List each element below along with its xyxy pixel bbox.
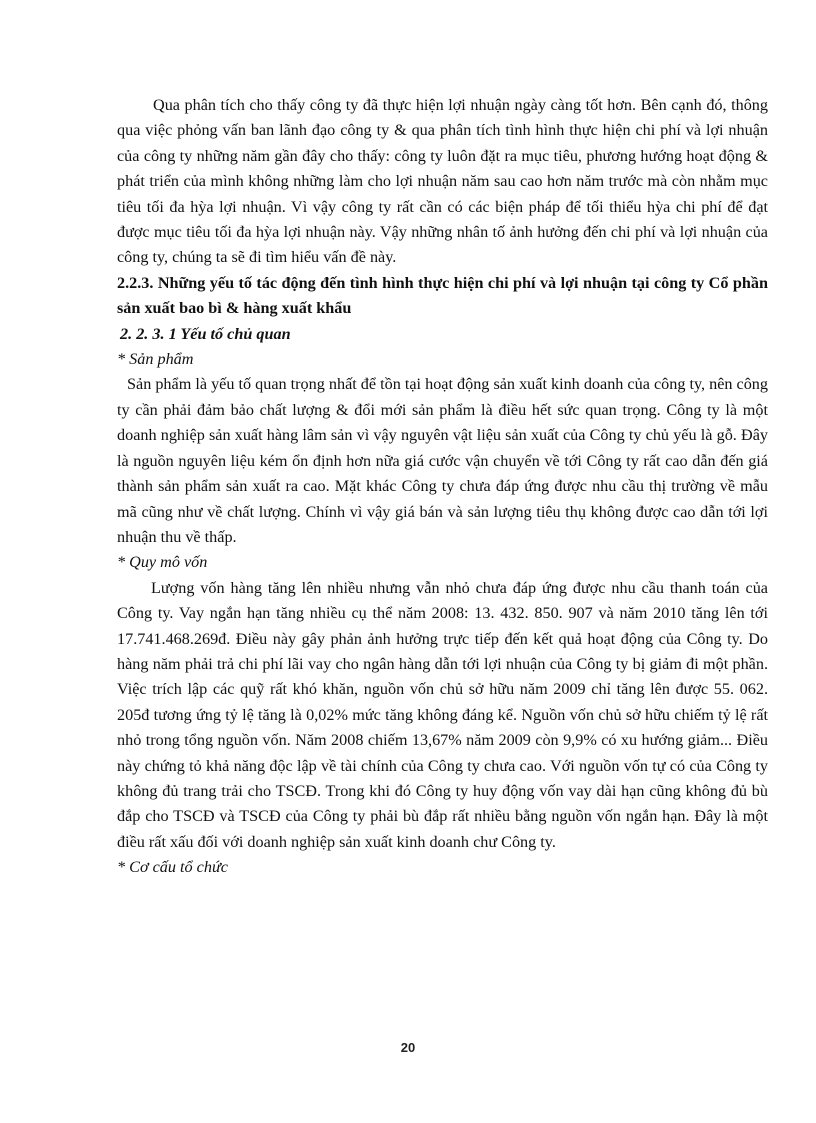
paragraph-intro: Qua phân tích cho thấy công ty đã thực hiện lợi nhuận ngày càng tốt hơn. Bên cạnh đó, thông qua việc phỏng vấn ban lãnh đạo công ty & qua phân tích tình hình thực hiện chi phí và lợi nhuận của công ty những năm gần đây cho thấy: công ty luôn đặt ra mục tiêu, phương hướng hoạt động & phát triển của mình không những làm cho lợi nhuận năm sau cao hơn năm trước mà còn nhằm mục tiêu tối đa hỳa lợi nhuận. Vì vậy công ty rất cần có các biện pháp để tối thiểu hỳa chi phí để đạt được mục tiêu tối đa hỳa lợi nhuận này. Vậy những nhân tố ảnh hưởng đến chi phí và lợi nhuận của công ty, chúng ta sẽ đi tìm hiểu vấn đề này. — [117, 96, 768, 267]
paragraph-quy-mo-von: Lượng vốn hàng tăng lên nhiều nhưng vẫn nhỏ chưa đáp ứng được nhu cầu thanh toán của Công ty. Vay ngắn hạn tăng nhiều cụ thể năm 2008: 13. 432. 850. 907 và năm 2010 tăng lên tới 17.741.468.269đ. Điều này gây phản ảnh hưởng trực tiếp đến kết quả hoạt động của Công ty. Do hàng năm phải trả chi phí lãi vay cho ngân hàng dẫn tới lợi nhuận của Công ty bị giảm đi một phần. Việc trích lập các quỹ rất khó khăn, nguồn vốn chủ sở hữu năm 2009 chỉ tăng lên được 55. 062. 205đ tương ứng tỷ lệ tăng là 0,02% mức tăng không đáng kể. Nguồn vốn chủ sở hữu chiếm tỷ lệ rất nhỏ trong tổng nguồn vốn. Năm 2008 chiếm 13,67% năm 2009 còn 9,9% có xu hướng giảm... Điều này chứng tỏ khả năng độc lập về tài chính của Công ty chưa cao. Với nguồn vốn tự có của Công ty không đủ trang trải cho TSCĐ. Trong khi đó Công ty huy động vốn vay dài hạn cũng không đủ bù đắp cho TSCĐ và TSCĐ của Công ty phải bù đắp rất nhiều bằng nguồn vốn ngắn hạn. Đây là một điều rất xấu đối với doanh nghiệp sản xuất kinh doanh chư Công ty. — [117, 578, 768, 851]
subsection-heading-2-2-3-1: 2. 2. 3. 1 Yếu tố chủ quan — [120, 324, 291, 343]
paragraph-san-pham: Sản phẩm là yếu tố quan trọng nhất để tồn tại hoạt động sản xuất kinh doanh của công ty, nên công ty cần phải đảm bảo chất lượng & đổi mới sản phẩm là điều hết sức quan trọng. Công ty là một doanh nghiệp sản xuất hàng lâm sản vì vậy nguyên vật liệu sản xuất của Công ty chủ yếu là gỗ. Đây là nguồn nguyên liệu kém ổn định hơn nữa giá cước vận chuyển về tới Công ty rất cao dẫn đến giá thành sản phẩm sản xuất ra cao. Mặt khác Công ty chưa đáp ứng được nhu cầu thị trường về mẫu mã cũng như về chất lượng. Chính vì vậy giá bán và sản lượng tiêu thụ không được cao dẫn tới lợi nhuận thu về thấp. — [117, 375, 768, 546]
label-san-pham: * Sản phẩm — [117, 350, 194, 369]
page-content — [117, 93, 768, 881]
section-heading-2-2-3: 2.2.3. Những yếu tố tác động đến tình hình thực hiện chi phí và lợi nhuận tại công ty Cổ phần sản xuất bao bì & hàng xuất khẩu — [117, 273, 768, 318]
label-quy-mo-von: * Quy mô vốn — [117, 553, 208, 572]
page-number: 20 — [400, 1040, 416, 1055]
label-co-cau-to-chuc: * Cơ cấu tổ chức — [117, 858, 228, 877]
